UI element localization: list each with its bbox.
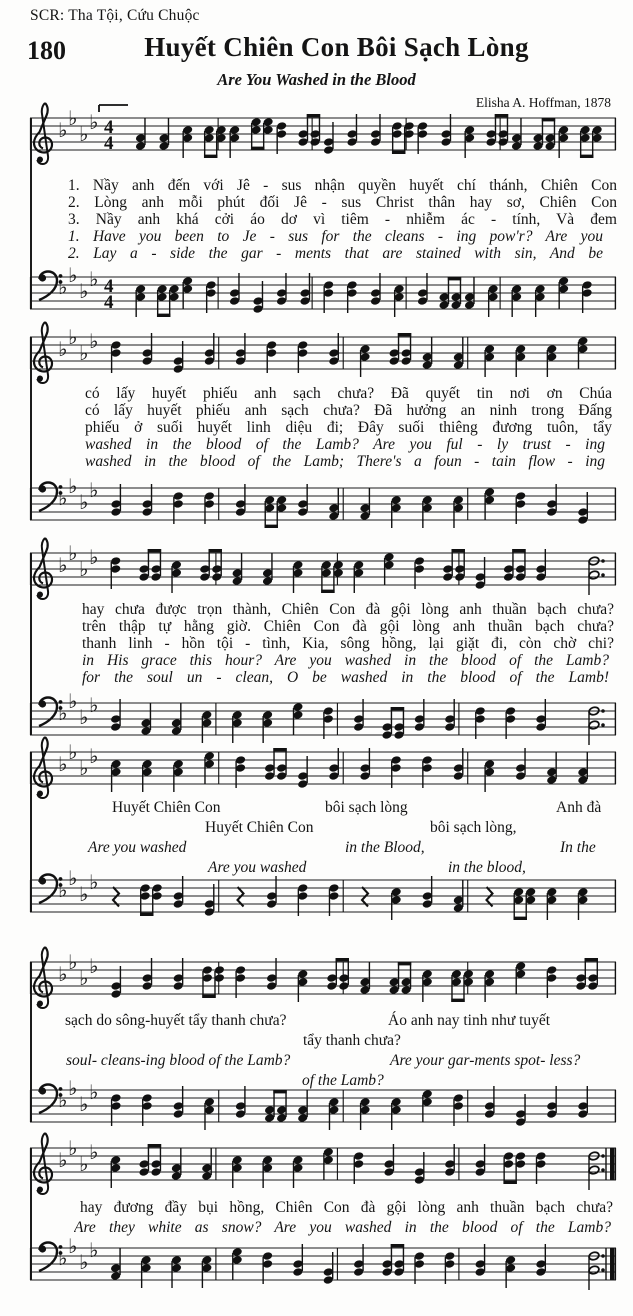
lyric-line: 2. Lòng anh mỗi phút đối Jê - sus Christ thân hay sơ, Chiên Con [68, 194, 617, 211]
svg-text:♭: ♭ [89, 545, 99, 569]
lyric-segment: in the Blood, [345, 839, 425, 856]
svg-text:♭: ♭ [58, 486, 68, 510]
treble-staff-1 [0, 98, 633, 172]
notes [110, 1244, 605, 1290]
svg-text:♭: ♭ [68, 474, 78, 498]
svg-text:♭: ♭ [68, 866, 78, 890]
lyric-line: 3. Nầy anh khá cởi áo dơ vì tiêm - nhiễm ác - tính, Và đem [68, 211, 617, 228]
notes [113, 876, 588, 920]
svg-text:♭: ♭ [58, 962, 68, 986]
svg-text:♭: ♭ [68, 541, 78, 565]
treble-staff-5 [0, 942, 633, 1016]
notes [110, 484, 588, 528]
lyric-line: trên thập tự hằng giờ. Chiên Con đà gội lòng anh thuần bạch chưa? [82, 618, 614, 635]
notes [110, 549, 605, 595]
hymn-title: Huyết Chiên Con Bôi Sạch Lòng [144, 32, 529, 62]
svg-text:♭: ♭ [58, 1088, 68, 1112]
lyric-line: thanh linh - hồn tội - tình, Kia, sông hồng, lại giặt đi, còn chờ chi? [82, 635, 614, 652]
svg-text:♭: ♭ [58, 118, 68, 142]
lyric-line: 1. Have you been to Je - sus for the cleans - ing pow'r? Are you [68, 228, 603, 245]
svg-text:♭: ♭ [79, 1250, 89, 1274]
lyric-line: washed in the blood of the Lamb? Are you ful - ly trust - ing [85, 436, 605, 453]
svg-text:4: 4 [104, 292, 114, 313]
notes [110, 333, 588, 377]
svg-text:♭: ♭ [79, 279, 89, 303]
key-signature [58, 950, 98, 990]
lyric-segment: bôi sạch lòng [325, 799, 408, 816]
lyric-segment: Are you washed [88, 839, 187, 856]
notes [135, 114, 603, 158]
svg-text:♭: ♭ [58, 752, 68, 776]
lyric-line: phiếu ở suối huyết linh diệu đi; Đây suối thiêng đương tuôn, tẩy [85, 419, 612, 436]
svg-text:♭: ♭ [89, 1140, 99, 1164]
svg-text:♭: ♭ [89, 267, 99, 291]
svg-text:♭: ♭ [79, 756, 89, 780]
svg-text:♭: ♭ [89, 1238, 99, 1262]
key-signature [58, 541, 98, 581]
svg-text:♭: ♭ [68, 689, 78, 713]
svg-text:♭: ♭ [58, 275, 68, 299]
svg-text:♭: ♭ [68, 1136, 78, 1160]
treble-staff-3 [0, 533, 633, 607]
key-signature [58, 474, 98, 514]
svg-text:4: 4 [104, 117, 114, 138]
lyric-line: 2. Lay a - side the gar - ments that are stained with sin, And be [68, 245, 603, 262]
lyric-segment: Anh đà [556, 799, 602, 816]
hymn-number: 180 [27, 36, 66, 65]
lyric-line: hay chưa được trọn thành, Chiên Con đà gội lòng anh thuần bạch chưa? [82, 601, 614, 618]
lyric-segment: sạch do sông-huyết tẩy thanh chưa? [65, 1012, 287, 1029]
lyric-segment: in the blood, [448, 859, 526, 876]
svg-text:♭: ♭ [68, 106, 78, 130]
key-signature [58, 1076, 98, 1116]
svg-text:♭: ♭ [79, 557, 89, 581]
key-signature [58, 325, 98, 365]
lyric-segment: Are you washed [208, 859, 307, 876]
svg-text:♭: ♭ [89, 329, 99, 353]
lyric-line: in His grace this hour? Are you washed in the blood of the Lamb? [82, 652, 609, 669]
svg-text:♭: ♭ [89, 954, 99, 978]
svg-text:♭: ♭ [58, 337, 68, 361]
svg-text:♭: ♭ [89, 744, 99, 768]
svg-text:♭: ♭ [79, 882, 89, 906]
treble-staff-6 [0, 1128, 633, 1202]
lyric-segment: of the Lamb? [302, 1072, 384, 1089]
key-signature [58, 1234, 98, 1274]
svg-text:♭: ♭ [79, 705, 89, 729]
time-signature [104, 117, 114, 154]
bass-staff-4 [0, 860, 633, 934]
notes [110, 1144, 605, 1190]
svg-text:♭: ♭ [79, 1152, 89, 1176]
svg-text:♭: ♭ [68, 1234, 78, 1258]
svg-text:♭: ♭ [68, 950, 78, 974]
treble-staff-4 [0, 732, 633, 806]
svg-text:♭: ♭ [89, 478, 99, 502]
bass-staff-2 [0, 468, 633, 542]
svg-text:4: 4 [104, 276, 114, 297]
bass-staff-6 [0, 1228, 633, 1302]
lyric-line: có lấy huyết phiếu anh sạch chưa? Đã hưởng an ninh trong Đấng [85, 402, 612, 419]
svg-text:♭: ♭ [58, 553, 68, 577]
svg-text:♭: ♭ [79, 341, 89, 365]
lyric-segment: Huyết Chiên Con [205, 819, 314, 836]
lyric-segment: Áo anh nay tinh như tuyết [388, 1012, 551, 1029]
key-signature [58, 740, 98, 780]
lyric-line: for the soul un - clean, O be washed in the blood of the Lamb! [82, 669, 609, 686]
lyric-line: Are they white as snow? Are you washed in the blood of the Lamb? [74, 1219, 611, 1236]
svg-text:♭: ♭ [89, 870, 99, 894]
svg-text:♭: ♭ [68, 1076, 78, 1100]
lyric-segment: In the [560, 839, 596, 856]
svg-text:♭: ♭ [89, 693, 99, 717]
svg-text:♭: ♭ [58, 701, 68, 725]
svg-text:♭: ♭ [58, 1148, 68, 1172]
notes [110, 748, 588, 792]
key-signature [58, 106, 98, 146]
svg-text:♭: ♭ [58, 1246, 68, 1270]
notes [110, 958, 598, 1002]
key-signature [58, 1136, 98, 1176]
svg-text:♭: ♭ [79, 966, 89, 990]
svg-text:♭: ♭ [79, 1092, 89, 1116]
lyric-line: hay đương đầy bụi hồng, Chiên Con đà gội lòng anh thuần bạch chưa? [80, 1199, 613, 1216]
svg-text:♭: ♭ [89, 110, 99, 134]
lyric-segment: Are your gar-ments spot- less? [390, 1052, 581, 1069]
svg-text:♭: ♭ [79, 122, 89, 146]
svg-text:4: 4 [104, 133, 114, 154]
svg-text:♭: ♭ [68, 263, 78, 287]
time-signature [104, 276, 114, 313]
lyric-segment: tẩy thanh chưa? [303, 1032, 401, 1049]
key-signature [58, 263, 98, 303]
lyric-segment: soul- cleans-ing blood of the Lamb? [66, 1052, 291, 1069]
lyric-segment: Huyết Chiên Con [112, 799, 221, 816]
key-signature [58, 866, 98, 906]
key-signature [58, 689, 98, 729]
treble-staff-2 [0, 317, 633, 391]
svg-text:♭: ♭ [68, 325, 78, 349]
svg-text:♭: ♭ [89, 1080, 99, 1104]
composer-credit: Elisha A. Hoffman, 1878 [475, 95, 611, 110]
lyric-line: 1. Nầy anh đến với Jê - sus nhận quyền huyết chí thánh, Chiên Con [68, 177, 617, 194]
lyric-line: có lấy huyết phiếu anh sạch chưa? Đã quyết tin nơi ơn Chúa [85, 385, 612, 402]
hymn-subtitle: Are You Washed in the Blood [217, 70, 416, 89]
scripture-reference: SCR: Tha Tội, Cứu Chuộc [30, 7, 200, 24]
svg-text:♭: ♭ [79, 490, 89, 514]
lyric-line: washed in the blood of the Lamb; There's a foun - tain flow - ing [85, 453, 605, 470]
notes [110, 1086, 588, 1130]
svg-text:♭: ♭ [68, 740, 78, 764]
svg-text:♭: ♭ [58, 878, 68, 902]
lyric-segment: bôi sạch lòng, [430, 819, 517, 836]
notes [135, 273, 593, 317]
